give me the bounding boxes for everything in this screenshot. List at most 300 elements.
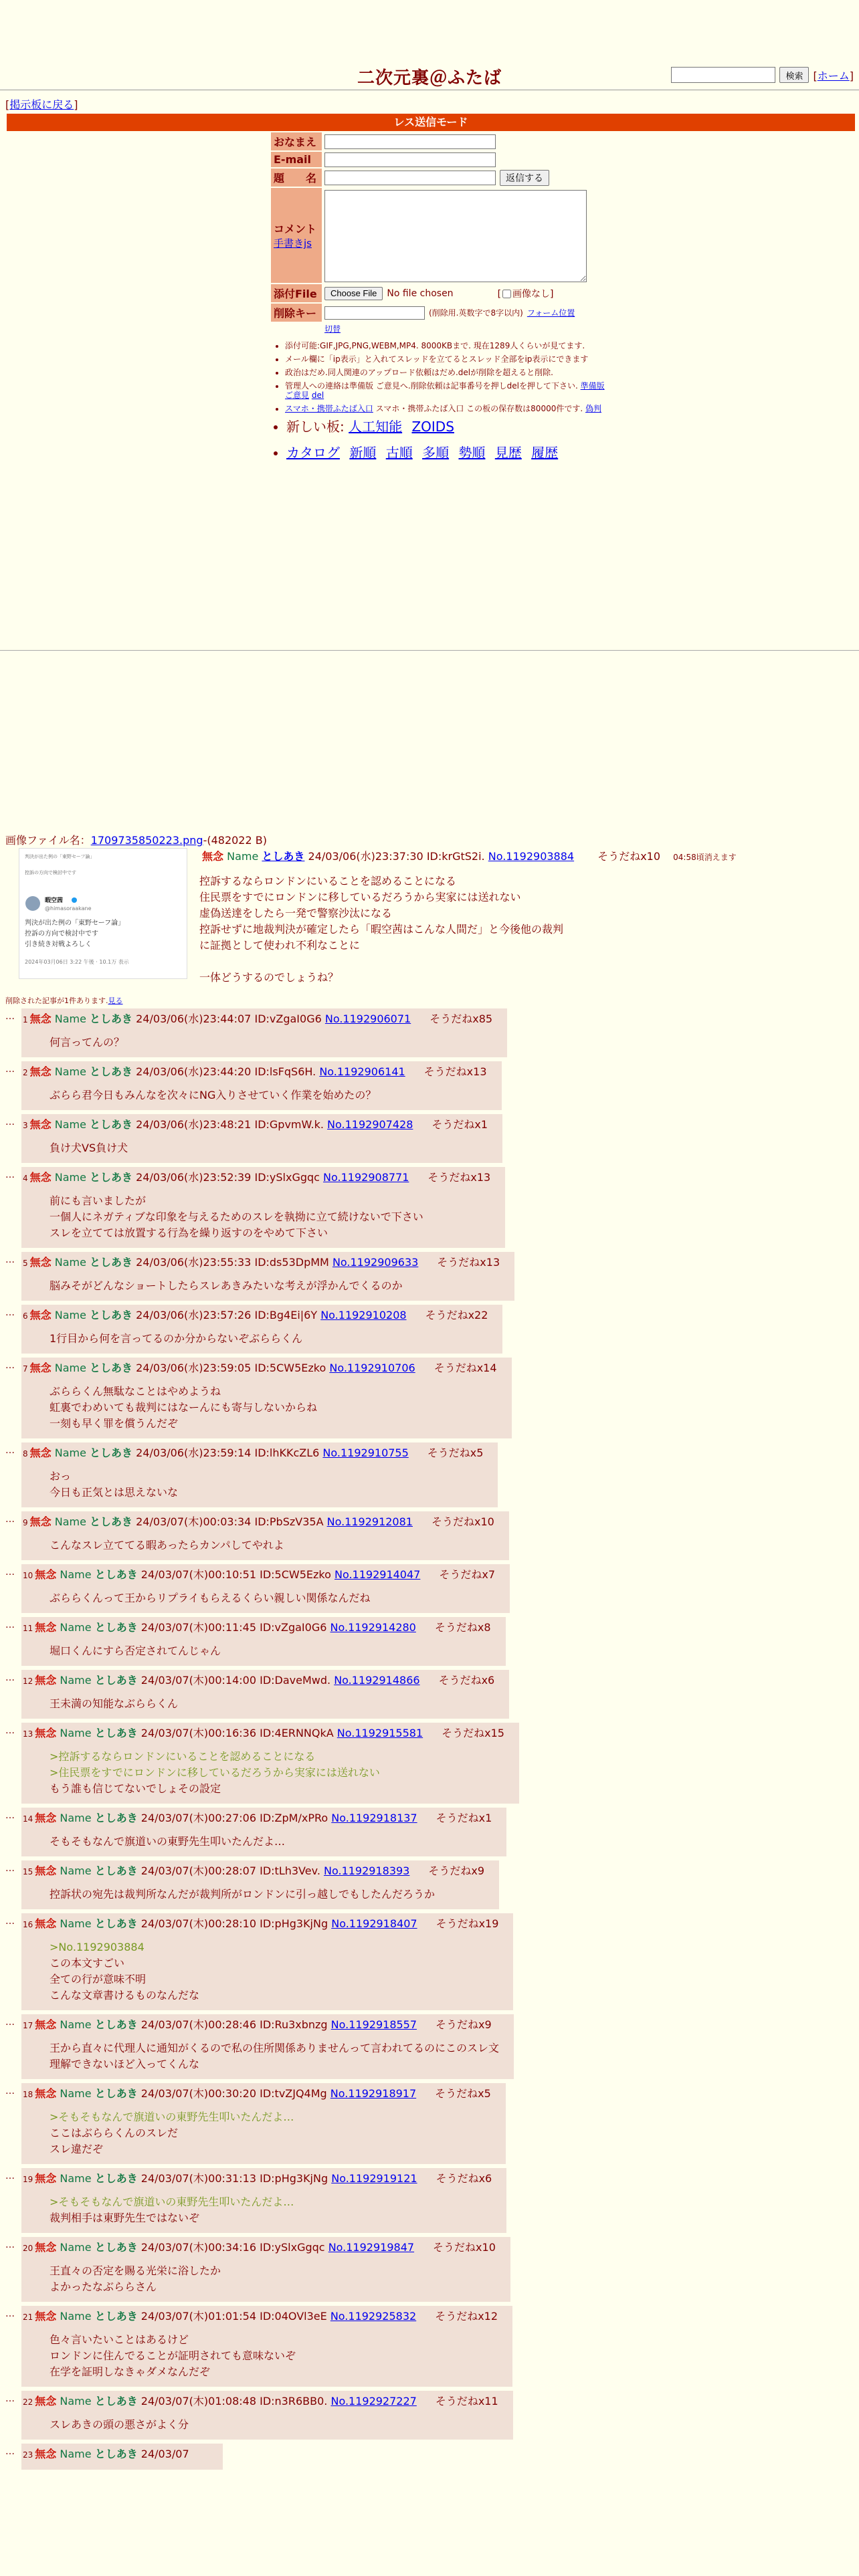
- reply-header: [23, 2446, 208, 2463]
- reply-sodane-button[interactable]: そうだねx14: [434, 1362, 497, 1374]
- reply-body: [50, 1193, 490, 1241]
- reply-sodane-button[interactable]: そうだねx7: [439, 1568, 495, 1581]
- reply-number-link[interactable]: No.1192908771: [323, 1171, 409, 1184]
- comment-textarea[interactable]: [324, 190, 587, 282]
- subject-input[interactable]: [324, 171, 496, 185]
- reply-row: [5, 2444, 519, 2470]
- reply-subject: 無念: [35, 1568, 57, 1581]
- reply-dots: …: [5, 1567, 15, 1578]
- reply-name: としあき: [94, 2018, 138, 2031]
- reply-date: 24/03/06(水)23:55:33: [136, 1256, 252, 1269]
- name-input[interactable]: [324, 134, 496, 149]
- reply-body: [50, 1590, 495, 1606]
- reply-body-line: 負け犬VS負け犬: [50, 1142, 128, 1154]
- reply-row: [5, 1442, 519, 1507]
- reply-name-label: Name: [60, 2395, 92, 2407]
- reply-number-link[interactable]: No.1192906141: [319, 1065, 405, 1078]
- reply-dots: …: [5, 2393, 15, 2404]
- reply-box: [21, 1723, 519, 1804]
- reply-number-link[interactable]: No.1192919121: [331, 2172, 417, 2185]
- reply-index: 14: [23, 1814, 33, 1824]
- reply-id: ID:lhKKcZL6: [254, 1446, 320, 1459]
- reply-number-link[interactable]: No.1192919847: [328, 2241, 415, 2254]
- reply-dots: …: [5, 1916, 15, 1927]
- reply-number-link[interactable]: No.1192925832: [330, 2310, 417, 2323]
- catalog-link[interactable]: カタログ: [286, 445, 340, 461]
- reply-body-line: こんなスレ立ててる暇あったらカンパしてやれよ: [50, 1539, 284, 1551]
- reply-row: [5, 1061, 519, 1110]
- reply-name: としあき: [94, 2310, 138, 2323]
- reply-box: [21, 1167, 505, 1248]
- reply-name-label: Name: [54, 1515, 86, 1528]
- reply-body: [50, 1278, 500, 1294]
- board-link-ai[interactable]: 人工知能: [349, 419, 403, 435]
- reply-dots: …: [5, 1307, 15, 1318]
- op-number-link[interactable]: No.1192903884: [488, 850, 575, 863]
- reply-sodane-button[interactable]: そうだねx8: [434, 1621, 491, 1634]
- new-boards-label: 新しい板:: [286, 419, 345, 435]
- reply-name-label: Name: [60, 2310, 92, 2323]
- reply-dots: …: [5, 1863, 15, 1874]
- submit-reply-button[interactable]: 返信する: [500, 170, 549, 186]
- reply-number-link[interactable]: No.1192914280: [330, 1621, 416, 1634]
- reply-index: 5: [23, 1259, 28, 1268]
- reply-subject: 無念: [35, 1864, 57, 1877]
- reply-body-line: そもそもなんで旗道いの東野先生叩いたんだよ…: [50, 1835, 286, 1848]
- reply-subject: 無念: [35, 2172, 57, 2185]
- reply-name: としあき: [90, 1446, 133, 1459]
- reply-id: ID:tvZJQ4Mg: [260, 2087, 327, 2100]
- reply-id: ID:5CW5Ezko: [254, 1362, 326, 1374]
- reply-quote-line: >控訴するならロンドンにいることを認めることになる: [50, 1750, 316, 1763]
- home-link[interactable]: ホーム: [817, 69, 850, 82]
- op-file-link[interactable]: 1709735850223.png: [90, 834, 203, 847]
- reply-subject: 無念: [35, 2087, 57, 2100]
- op-expire: 04:58頃消えます: [673, 853, 737, 862]
- reply-number-link[interactable]: No.1192918917: [330, 2087, 417, 2100]
- note-item: • スマホ・携帯ふたば入口 スマホ・携帯ふたば入口 この板の保存数は80000件です. 偽判: [285, 404, 609, 413]
- op-sodane-button[interactable]: そうだねx10: [597, 850, 661, 863]
- reply-id: ID:tLh3Vev.: [260, 1864, 320, 1877]
- sort-many-link[interactable]: 多順: [422, 445, 450, 461]
- reply-sodane-button[interactable]: そうだねx6: [436, 2172, 492, 2185]
- reply-index: 2: [23, 1068, 28, 1077]
- reply-name-label: Name: [60, 2087, 92, 2100]
- reply-date: 24/03/07(木)01:01:54: [140, 2310, 257, 2323]
- reply-body-line: 堀口くんにすら否定されてんじゃん: [50, 1644, 221, 1657]
- note-item: • メール欄に「ip表示」と入れてスレッドを立てるとスレッド全部をip表示にできます: [285, 354, 609, 364]
- guide-link[interactable]: 準備版: [580, 381, 605, 391]
- reply-subject: 無念: [29, 1118, 52, 1131]
- reply-body-line: ロンドンに住んでることが証明されても意味ないぞ: [50, 2349, 296, 2362]
- reply-name-label: Name: [60, 1621, 92, 1634]
- reply-name-label: Name: [54, 1171, 86, 1184]
- no-image-label: 画像なし: [512, 288, 551, 300]
- reply-dots: …: [5, 2017, 15, 2028]
- reply-row: [5, 1564, 519, 1613]
- reply-dots: …: [5, 2240, 15, 2250]
- reply-dots: …: [5, 2446, 15, 2457]
- reply-form: [271, 132, 587, 334]
- reply-header: [23, 1064, 487, 1081]
- reply-box: [21, 1617, 506, 1666]
- reply-row: [5, 1167, 519, 1248]
- history-link[interactable]: 履歴: [531, 445, 559, 461]
- reply-name: としあき: [94, 1621, 138, 1634]
- back-to-board-link[interactable]: 掲示板に戻る: [9, 98, 74, 111]
- reply-row: [5, 1860, 519, 1909]
- reply-body-line: 在学を証明しなきゃダメなんだぞ: [50, 2365, 211, 2378]
- reply-index: 22: [23, 2397, 33, 2407]
- reply-header: [23, 2171, 492, 2187]
- reply-sodane-button[interactable]: そうだねx1: [432, 1118, 488, 1131]
- op-body-line: 住民票をすでにロンドンに移しているだろうから実家には送れない: [199, 891, 521, 903]
- reply-date: 24/03/07(木)00:10:51: [140, 1568, 257, 1581]
- reply-date: 24/03/07(木)00:30:20: [140, 2087, 257, 2100]
- reply-row: [5, 1305, 519, 1354]
- reply-name-label: Name: [60, 2241, 92, 2254]
- reply-box: [21, 1511, 509, 1560]
- reply-name: としあき: [94, 2241, 138, 2254]
- reply-date: 24/03/07(木)00:27:06: [140, 1812, 257, 1824]
- reply-number-link[interactable]: No.1192918407: [331, 1917, 417, 1930]
- mobile-link[interactable]: スマホ・携帯ふたば入口: [285, 404, 373, 413]
- reply-sodane-button[interactable]: そうだねx10: [433, 2241, 496, 2254]
- reply-index: 20: [23, 2244, 33, 2253]
- reply-header: [23, 2017, 499, 2034]
- reply-index: 19: [23, 2175, 33, 2184]
- reply-number-link[interactable]: No.1192910706: [329, 1362, 415, 1374]
- reply-body: [50, 2332, 498, 2380]
- reply-dots: …: [5, 1117, 15, 1128]
- reply-index: 17: [23, 2021, 33, 2030]
- reply-dots: …: [5, 1810, 15, 1821]
- reply-box: [21, 1358, 512, 1438]
- reply-number-link[interactable]: No.1192907428: [327, 1118, 413, 1131]
- reply-id: ID:DaveMwd.: [260, 1674, 331, 1687]
- reply-name-label: Name: [60, 2018, 92, 2031]
- reply-quote-line: >No.1192903884: [50, 1941, 145, 1953]
- note-item: • 添付可能:GIF,JPG,PNG,WEBM,MP4. 8000KBまで. 現在1289人くらいが見てます.: [285, 341, 609, 350]
- reply-subject: 無念: [35, 1917, 57, 1930]
- reply-body-line: 裁判相手は東野先生ではないぞ: [50, 2212, 200, 2224]
- reply-body-line: 今日も正気とは思えないな: [50, 1486, 179, 1499]
- reply-row: [5, 1808, 519, 1856]
- comment-label-box: [271, 188, 322, 283]
- del-link[interactable]: del: [311, 391, 324, 400]
- reply-date: 24/03/06(水)23:44:07: [136, 1012, 252, 1025]
- reply-header: [23, 2393, 498, 2410]
- reply-subject: 無念: [35, 2448, 57, 2460]
- op-thumbnail[interactable]: [19, 848, 187, 979]
- reply-number-link[interactable]: No.1192918393: [324, 1864, 410, 1877]
- reply-name: としあき: [94, 1674, 138, 1687]
- op-header: [202, 848, 737, 863]
- reply-body: [50, 1140, 488, 1156]
- reply-id: ID:ZpM/xPRo: [260, 1812, 328, 1824]
- reply-box: [21, 2237, 510, 2302]
- op-body-line: [199, 954, 563, 970]
- reply-number-link[interactable]: No.1192912081: [326, 1515, 413, 1528]
- reply-box: [21, 1564, 510, 1613]
- reply-id: ID:GpvmW.k.: [254, 1118, 324, 1131]
- reply-date: 24/03/07(木)00:28:46: [140, 2018, 257, 2031]
- search-button[interactable]: 検索: [779, 67, 809, 83]
- view-history-link[interactable]: 見歴: [494, 445, 522, 461]
- reply-number-link[interactable]: No.1192914047: [334, 1568, 421, 1581]
- reply-header: [23, 1255, 500, 1271]
- site-title: 二次元裏＠ふたば: [357, 68, 502, 88]
- sort-momentum-link[interactable]: 勢順: [458, 445, 486, 461]
- reply-box: [21, 1305, 502, 1354]
- reply-box: [21, 1860, 499, 1909]
- choose-file-button[interactable]: Choose File: [324, 287, 383, 300]
- reply-sodane-button[interactable]: そうだねx9: [428, 1864, 485, 1877]
- show-deleted-link[interactable]: 見る: [108, 996, 123, 1005]
- form-position-link[interactable]: フォーム位置: [527, 308, 575, 318]
- reply-subject: 無念: [35, 1621, 57, 1634]
- op-body: [199, 873, 563, 986]
- reply-box: [21, 1114, 502, 1163]
- thumb-line: 判決が出た例の「東野セーフ論」: [25, 854, 95, 859]
- reply-sodane-button[interactable]: そうだねx11: [435, 2395, 498, 2407]
- comment-label: コメント: [274, 223, 317, 235]
- reply-row: [5, 1252, 519, 1301]
- reply-sodane-button[interactable]: そうだねx22: [425, 1309, 488, 1321]
- opinion-link[interactable]: ご意見: [285, 391, 310, 400]
- reply-dots: …: [5, 1255, 15, 1265]
- reply-body-line: 1行目から何を言ってるのか分からないぞぶららくん: [50, 1332, 303, 1345]
- reply-row: [5, 1617, 519, 1666]
- reply-index: 12: [23, 1677, 33, 1686]
- reply-name-label: Name: [54, 1256, 86, 1269]
- reply-name: としあき: [94, 1568, 138, 1581]
- reply-sodane-button[interactable]: そうだねx85: [430, 1012, 493, 1025]
- reply-dots: …: [5, 1360, 15, 1371]
- reply-name-label: Name: [54, 1118, 86, 1131]
- reply-row: [5, 2237, 519, 2302]
- reply-number-link[interactable]: No.1192915581: [337, 1727, 423, 1739]
- reply-name-label: Name: [60, 1674, 92, 1687]
- reply-row: [5, 1008, 519, 1057]
- email-input[interactable]: [324, 152, 496, 167]
- reply-name-label: Name: [60, 1812, 92, 1824]
- reply-sodane-button[interactable]: そうだねx10: [431, 1515, 494, 1528]
- reply-date: 24/03/07: [140, 2448, 189, 2460]
- reply-name-label: Name: [60, 1568, 92, 1581]
- reply-name: としあき: [90, 1256, 133, 1269]
- delete-key-input[interactable]: [324, 306, 425, 320]
- reply-name-label: Name: [60, 1864, 92, 1877]
- reply-name-label: Name: [54, 1309, 86, 1321]
- thumb-handle: @himasoraakane: [45, 905, 92, 911]
- thumb-line: 控訴の方向で検討中です: [25, 930, 98, 938]
- reply-header: [23, 2086, 491, 2103]
- reply-dots: …: [5, 1673, 15, 1683]
- reply-sodane-button[interactable]: そうだねx5: [435, 2087, 491, 2100]
- op-id: ID:krGtS2i.: [426, 850, 485, 863]
- reply-header: [23, 2309, 498, 2325]
- reply-dots: …: [5, 1011, 15, 1022]
- reply-name-label: Name: [54, 1012, 86, 1025]
- reply-header: [23, 1011, 492, 1028]
- section-divider: [0, 650, 859, 651]
- reply-header: [23, 1725, 504, 1742]
- reply-body: [50, 1537, 494, 1553]
- reply-row: [5, 1511, 519, 1560]
- reply-name: としあき: [94, 1917, 138, 1930]
- reply-body-line: ぶらら君今日もみんなを次々にNG入りさせていく作業を始めたの？: [50, 1089, 377, 1101]
- reply-header: [23, 1117, 488, 1134]
- reply-name: としあき: [94, 2087, 138, 2100]
- reply-date: 24/03/07(木)00:14:00: [140, 1674, 257, 1687]
- no-image-checkbox[interactable]: [502, 290, 511, 298]
- reply-body-line: おっ: [50, 1470, 72, 1483]
- reply-body: [50, 2109, 491, 2157]
- reply-number-link[interactable]: No.1192910755: [322, 1446, 409, 1459]
- reply-dots: …: [5, 2086, 15, 2097]
- op-date: 24/03/06(水)23:37:30: [308, 850, 423, 863]
- note-item: • 政治はだめ.同人関連のアップロード依頼はだめ.delが削除を超えると削除.: [285, 368, 609, 377]
- reply-body: [50, 1939, 498, 2004]
- reply-subject: 無念: [35, 2018, 57, 2031]
- reply-body-line: この本文すごい: [50, 1957, 125, 1969]
- delete-key-label: 削除キー: [271, 304, 322, 322]
- reply-number-link[interactable]: No.1192927227: [330, 2395, 417, 2407]
- reply-mode-bar: レス送信モード: [7, 114, 855, 131]
- reply-subject: 無念: [29, 1309, 52, 1321]
- reply-name-label: Name: [60, 1727, 92, 1739]
- reply-header: [23, 2240, 496, 2256]
- reply-date: 24/03/06(水)23:59:05: [136, 1362, 252, 1374]
- reply-sodane-button[interactable]: そうだねx9: [436, 2018, 492, 2031]
- reply-row: [5, 2306, 519, 2387]
- reply-subject: 無念: [29, 1362, 52, 1374]
- reply-name: としあき: [90, 1362, 133, 1374]
- reply-body: [50, 1331, 488, 1347]
- reply-number-link[interactable]: No.1192906071: [324, 1012, 411, 1025]
- email-label: E-mail: [271, 152, 322, 167]
- reply-header: [23, 1567, 495, 1584]
- reply-id: ID:n3R6BB0.: [260, 2395, 328, 2407]
- reply-box: [21, 2444, 223, 2470]
- reply-number-link[interactable]: No.1192918137: [331, 1812, 417, 1824]
- reply-dots: …: [5, 1445, 15, 1456]
- reply-number-link[interactable]: No.1192914866: [334, 1674, 420, 1687]
- reply-header: [23, 1445, 483, 1462]
- reply-sodane-button[interactable]: そうだねx13: [423, 1065, 487, 1078]
- subject-label: 題 名: [271, 169, 322, 187]
- reply-id: ID:pHg3KjNg: [260, 1917, 328, 1930]
- reply-name: としあき: [94, 2172, 138, 2185]
- reply-sodane-button[interactable]: そうだねx6: [438, 1674, 495, 1687]
- reply-date: 24/03/06(水)23:48:21: [136, 1118, 252, 1131]
- reply-index: 18: [23, 2090, 33, 2099]
- reply-row: [5, 1114, 519, 1163]
- op-subject: 無念: [202, 850, 224, 863]
- reply-date: 24/03/07(木)00:34:16: [140, 2241, 257, 2254]
- reply-sodane-button[interactable]: そうだねx13: [427, 1171, 491, 1184]
- op-name[interactable]: としあき: [262, 850, 305, 863]
- reply-name: としあき: [94, 1727, 138, 1739]
- reply-body: [50, 1749, 504, 1797]
- reply-index: 15: [23, 1867, 33, 1876]
- reply-body-line: ぶららくん無駄なことはやめようね: [50, 1385, 221, 1398]
- reply-number-link[interactable]: No.1192909633: [332, 1256, 419, 1269]
- reply-date: 24/03/07(木)00:16:36: [140, 1727, 257, 1739]
- reply-date: 24/03/06(水)23:52:39: [136, 1171, 252, 1184]
- reply-row: [5, 1723, 519, 1804]
- reply-date: 24/03/07(木)00:03:34: [136, 1515, 252, 1528]
- reply-body: [50, 1887, 484, 1903]
- reply-subject: 無念: [35, 1674, 57, 1687]
- reply-sodane-button[interactable]: そうだねx12: [435, 2310, 498, 2323]
- reply-body-line: よかったなぶららさん: [50, 2280, 157, 2293]
- reply-id: ID:04OVl3eE: [260, 2310, 327, 2323]
- reply-id: ID:5CW5Ezko: [260, 1568, 331, 1581]
- reply-box: [21, 1442, 498, 1507]
- reply-number-link[interactable]: No.1192918557: [330, 2018, 417, 2031]
- reply-body: [50, 1834, 492, 1850]
- reply-id: ID:pHg3KjNg: [260, 2172, 328, 2185]
- board-links: [274, 416, 563, 468]
- reply-body: [50, 1087, 487, 1103]
- reply-subject: 無念: [35, 1812, 57, 1824]
- reply-header: [23, 1307, 488, 1324]
- toggle-link[interactable]: 切替: [324, 324, 341, 334]
- reply-dots: …: [5, 2171, 15, 2181]
- reply-dots: …: [5, 1064, 15, 1075]
- reply-id: ID:ySlxGgqc: [254, 1171, 320, 1184]
- reply-id: ID:Ru3xbnzg: [260, 2018, 328, 2031]
- reply-row: [5, 1913, 519, 2010]
- search-input[interactable]: [671, 67, 775, 83]
- reply-index: 16: [23, 1920, 33, 1929]
- reply-box: [21, 2014, 514, 2079]
- reply-sodane-button[interactable]: そうだねx19: [436, 1917, 499, 1930]
- reply-number-link[interactable]: No.1192910208: [320, 1309, 407, 1321]
- name-label: おなまえ: [271, 132, 322, 150]
- reply-body: [50, 2263, 496, 2295]
- board-link-zoids[interactable]: ZOIDS: [411, 419, 454, 435]
- reply-id: ID:ds53DpMM: [254, 1256, 329, 1269]
- handwrite-link[interactable]: 手書きjs: [274, 237, 312, 249]
- op-name-label: Name: [227, 850, 259, 863]
- reply-name-label: Name: [54, 1362, 86, 1374]
- reply-subject: 無念: [29, 1012, 52, 1025]
- reply-box: [21, 1913, 513, 2010]
- reply-sodane-button[interactable]: そうだねx13: [437, 1256, 500, 1269]
- reply-name: としあき: [90, 1118, 133, 1131]
- reply-name: としあき: [94, 2395, 138, 2407]
- sort-new-link[interactable]: 新順: [349, 445, 377, 461]
- fake-link[interactable]: 偽判: [585, 404, 602, 413]
- reply-row: [5, 2168, 519, 2233]
- reply-subject: 無念: [35, 1727, 57, 1739]
- reply-sodane-button[interactable]: そうだねx15: [442, 1727, 504, 1739]
- reply-subject: 無念: [35, 2395, 57, 2407]
- reply-sodane-button[interactable]: そうだねx1: [436, 1812, 492, 1824]
- reply-box: [21, 2306, 512, 2387]
- reply-index: 23: [23, 2450, 33, 2460]
- reply-body-line: もう誰も信じてないでしょその設定: [50, 1782, 221, 1795]
- reply-name: としあき: [90, 1309, 133, 1321]
- reply-quote-line: >そもそもなんで旗道いの東野先生叩いたんだよ…: [50, 2111, 294, 2123]
- sort-old-link[interactable]: 古順: [385, 445, 413, 461]
- reply-sodane-button[interactable]: そうだねx5: [427, 1446, 484, 1459]
- thumb-line: 引き続き対戦よろしく: [25, 941, 92, 948]
- reply-subject: 無念: [29, 1446, 52, 1459]
